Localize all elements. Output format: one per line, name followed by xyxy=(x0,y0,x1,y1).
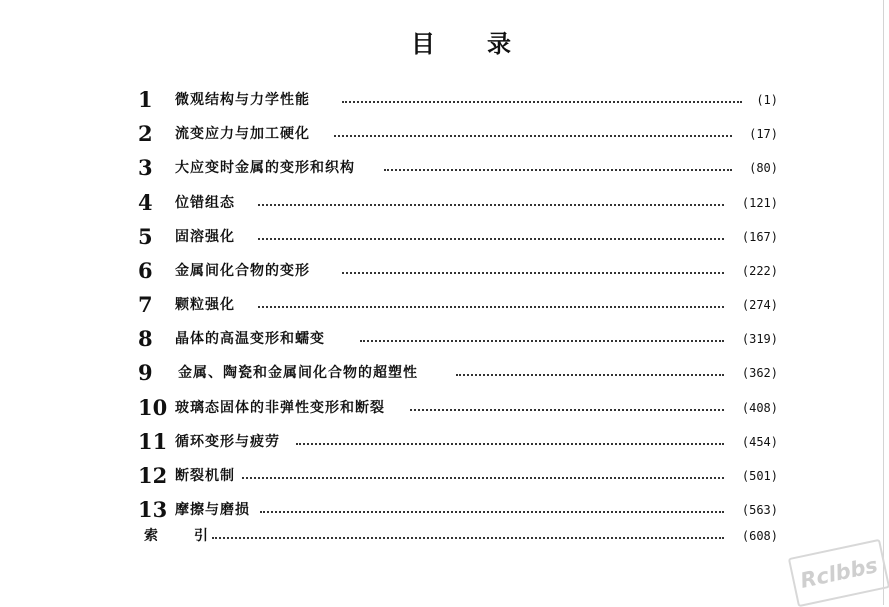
index-label-second: 引 xyxy=(194,528,208,544)
watermark-stamp: Rclbbs xyxy=(788,539,889,607)
page-number: (501) xyxy=(741,469,778,483)
toc-entry[interactable] xyxy=(138,326,778,352)
page-number: (80) xyxy=(749,161,778,175)
chapter-title: 循环变形与疲劳 xyxy=(175,434,280,450)
toc-entry[interactable] xyxy=(138,87,778,113)
dot-leader xyxy=(258,204,724,206)
chapter-number: 6 xyxy=(138,258,153,283)
page-number: (608) xyxy=(741,529,778,543)
chapter-number: 7 xyxy=(138,292,153,317)
toc-entry[interactable] xyxy=(138,121,778,147)
chapter-title: 固溶强化 xyxy=(175,229,235,245)
page-number: (222) xyxy=(741,264,778,278)
dot-leader xyxy=(360,340,724,342)
dot-leader xyxy=(342,101,742,103)
chapter-number: 1 xyxy=(138,87,153,112)
chapter-title: 位错组态 xyxy=(175,195,235,211)
chapter-title: 晶体的高温变形和蠕变 xyxy=(175,331,325,347)
dot-leader xyxy=(296,443,724,445)
dot-leader xyxy=(258,306,724,308)
toc-entry[interactable] xyxy=(138,395,778,421)
page-number: (563) xyxy=(741,503,778,517)
dot-leader xyxy=(260,511,724,513)
page-number: (274) xyxy=(741,298,778,312)
chapter-number: 4 xyxy=(138,190,153,215)
page-number: (1) xyxy=(756,93,778,107)
toc-entry[interactable] xyxy=(138,258,778,284)
chapter-number: 5 xyxy=(138,224,153,249)
page-number: (454) xyxy=(741,435,778,449)
dot-leader xyxy=(410,409,724,411)
toc-entry[interactable] xyxy=(138,497,778,523)
toc-entry-index[interactable] xyxy=(138,523,778,549)
page-title: 目录 xyxy=(411,30,563,58)
chapter-title: 断裂机制 xyxy=(175,468,235,484)
dot-leader xyxy=(242,477,724,479)
dot-leader xyxy=(342,272,724,274)
toc-entry[interactable] xyxy=(138,224,778,250)
dot-leader xyxy=(384,169,732,171)
toc-entry[interactable] xyxy=(138,292,778,318)
dot-leader xyxy=(258,238,724,240)
index-label-first: 索 xyxy=(144,528,158,544)
page-number: (362) xyxy=(741,366,778,380)
chapter-number: 13 xyxy=(138,497,168,522)
dot-leader xyxy=(212,537,724,539)
chapter-title: 金属、陶瓷和金属间化合物的超塑性 xyxy=(178,365,418,381)
chapter-number: 3 xyxy=(138,155,153,180)
toc-entry[interactable] xyxy=(138,155,778,181)
chapter-title: 大应变时金属的变形和织构 xyxy=(175,160,355,176)
page-number: (408) xyxy=(741,401,778,415)
toc-entry[interactable] xyxy=(138,360,778,386)
chapter-number: 11 xyxy=(138,429,168,454)
page-number: (319) xyxy=(741,332,778,346)
chapter-title: 颗粒强化 xyxy=(175,297,235,313)
chapter-number: 12 xyxy=(138,463,168,488)
page-number: (121) xyxy=(741,196,778,210)
chapter-number: 9 xyxy=(138,360,153,385)
chapter-number: 10 xyxy=(138,395,168,420)
dot-leader xyxy=(334,135,732,137)
dot-leader xyxy=(456,374,724,376)
chapter-title: 流变应力与加工硬化 xyxy=(175,126,310,142)
page-number: (17) xyxy=(749,127,778,141)
chapter-title: 金属间化合物的变形 xyxy=(175,263,310,279)
chapter-number: 2 xyxy=(138,121,153,146)
toc-entry[interactable] xyxy=(138,463,778,489)
chapter-title: 玻璃态固体的非弹性变形和断裂 xyxy=(175,400,385,416)
chapter-title: 微观结构与力学性能 xyxy=(175,92,310,108)
chapter-number: 8 xyxy=(138,326,153,351)
toc-entry[interactable] xyxy=(138,190,778,216)
page-number: (167) xyxy=(741,230,778,244)
toc-entry[interactable] xyxy=(138,429,778,455)
chapter-title: 摩擦与磨损 xyxy=(175,502,250,518)
